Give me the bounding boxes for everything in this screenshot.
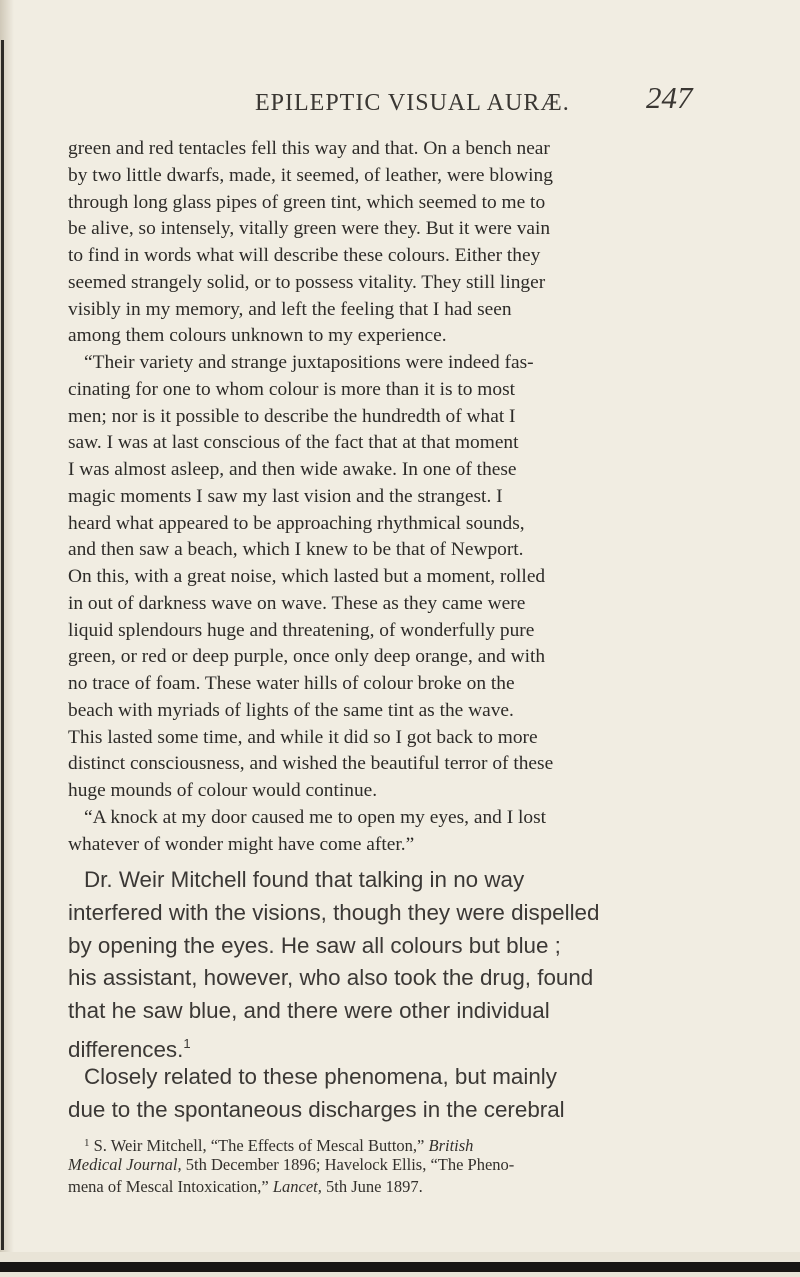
footnote-marker: 1 <box>84 1137 90 1149</box>
footnote <box>68 1132 726 1198</box>
text-line: green, or red or deep purple, once only deep orange, and with <box>68 646 546 668</box>
footnote-italic: Medical Journal, <box>68 1155 182 1174</box>
text-line: be alive, so intensely, vitally green were they. But it were vain <box>68 218 551 240</box>
text-line: men; nor is it possible to describe the hundredth of what I <box>68 405 516 427</box>
footnote-italic: British <box>428 1136 474 1155</box>
footnote-line <box>68 1176 726 1198</box>
text-line: in out of darkness wave on wave. These as they came were <box>68 592 526 614</box>
text-line: huge mounds of colour would continue. <box>68 780 378 801</box>
text-line: “A knock at my door caused me to open my eyes, and I lost <box>84 806 547 828</box>
footnote-text: 5th December 1896; Havelock Ellis, “The Pheno- <box>181 1155 515 1174</box>
footnote-reference: 1 <box>183 1035 191 1051</box>
text-line: interfered with the visions, though they were dispelled <box>68 899 600 925</box>
text-line: distinct consciousness, and wished the beautiful terror of these <box>68 753 554 775</box>
quoted-passage <box>68 136 726 858</box>
footnote-line <box>68 1154 726 1176</box>
text-line: due to the spontaneous discharges in the cerebral <box>68 1096 565 1122</box>
running-title: EPILEPTIC VISUAL AURÆ. <box>255 90 570 116</box>
body-paragraphs <box>68 864 726 1126</box>
text-line-with-note <box>68 1028 726 1061</box>
text-line: through long glass pipes of green tint, which seemed to me to <box>68 191 546 213</box>
footnote-italic: Lancet, <box>272 1177 322 1196</box>
footnote-text: mena of Mescal Intoxication,” <box>68 1177 273 1196</box>
footnote-text: 5th June 1897. <box>321 1177 423 1196</box>
text-line: heard what appeared to be approaching rhythmical sounds, <box>68 512 525 534</box>
text-line: saw. I was at last conscious of the fact that at that moment <box>68 432 519 454</box>
text-line: Closely related to these phenomena, but mainly <box>84 1063 557 1089</box>
text-line: and then saw a beach, which I knew to be that of Newport. <box>68 539 524 561</box>
text-line: I was almost asleep, and then wide awake. In one of these <box>68 459 517 480</box>
text-line: This lasted some time, and while it did so I got back to more <box>68 726 538 748</box>
book-spine-edge <box>1 40 4 1250</box>
running-header <box>0 68 800 116</box>
text-line: by opening the eyes. He saw all colours but blue ; <box>68 932 561 958</box>
footnote-line <box>68 1132 726 1154</box>
page-number: 247 <box>646 80 693 115</box>
text-line: visibly in my memory, and left the feeling that I had seen <box>68 298 512 320</box>
text-line: cinating for one to whom colour is more than it is to most <box>68 378 515 400</box>
text-line: On this, with a great noise, which lasted but a moment, rolled <box>68 566 546 587</box>
text-line: seemed strangely solid, or to possess vitality. They still linger <box>68 271 546 293</box>
text-line: beach with myriads of lights of the same tint as the wave. <box>68 699 514 721</box>
text-line: “Their variety and strange juxtapositions were indeed fas- <box>84 352 534 373</box>
text-line: liquid splendours huge and threatening, of wonderfully pure <box>68 619 535 641</box>
text-line: no trace of foam. These water hills of colour broke on the <box>68 673 515 694</box>
text-fragment: differences. <box>68 1036 184 1062</box>
text-line: green and red tentacles fell this way and that. On a bench near <box>68 138 550 159</box>
text-line: his assistant, however, who also took the drug, found <box>68 965 594 991</box>
text-line: by two little dwarfs, made, it seemed, of leather, were blowing <box>68 164 553 186</box>
scan-border-bar <box>0 1262 800 1272</box>
text-line: among them colours unknown to my experience. <box>68 325 447 347</box>
text-line: magic moments I saw my last vision and the strangest. I <box>68 485 503 507</box>
text-line: Dr. Weir Mitchell found that talking in no way <box>84 867 525 892</box>
text-line: that he saw blue, and there were other individual <box>68 998 550 1024</box>
text-line: whatever of wonder might have come after.” <box>68 833 415 855</box>
footnote-text: S. Weir Mitchell, “The Effects of Mescal Button,” <box>93 1136 429 1155</box>
text-line: to find in words what will describe these colours. Either they <box>68 245 541 266</box>
